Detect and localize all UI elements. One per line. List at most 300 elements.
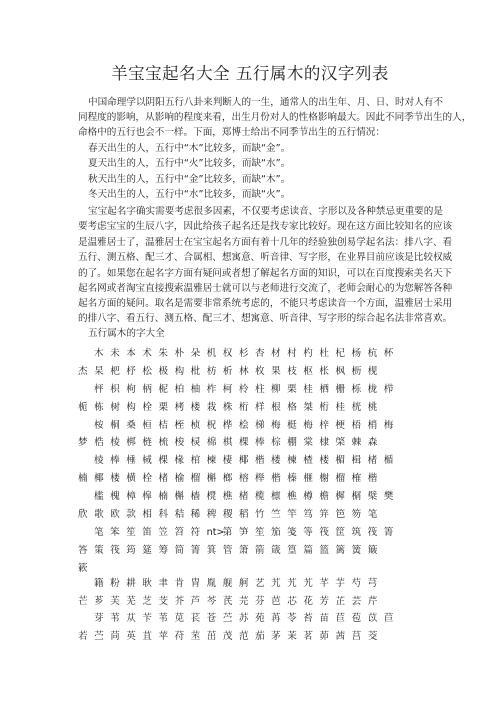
char-cell: 楮 — [238, 491, 249, 503]
char-cell: 樊 — [383, 491, 394, 503]
char-cell: 棉 — [206, 437, 217, 449]
char-cell: 若 — [78, 631, 88, 643]
char-row — [78, 506, 438, 524]
advice-line-5: 的了。如果您在起名字方面有疑问或者想了解起名方面的知识，可以在百度搜索美名天下 — [78, 268, 453, 279]
char-cell: 第 — [222, 526, 233, 538]
char-cell: 肯 — [174, 577, 185, 589]
char-cell: 樨 — [335, 491, 345, 503]
char-cell: 楷 — [254, 455, 265, 467]
char-cell: 筵 — [142, 544, 152, 556]
char-cell: 欣 — [78, 509, 88, 521]
char-cell: 棵 — [238, 437, 249, 449]
char-cell: 楂 — [303, 455, 313, 467]
char-cell: 笔 — [367, 509, 378, 521]
char-cell: 梳 — [158, 437, 169, 449]
char-cell: 枰 — [94, 383, 104, 395]
char-cell: 楮 — [367, 455, 378, 467]
char-cell: 梅 — [303, 419, 313, 431]
char-cell: 桄 — [351, 401, 362, 413]
char-cell: 茂 — [222, 631, 233, 643]
char-cell: 笏 — [351, 509, 362, 521]
char-cell: 棨 — [335, 437, 346, 449]
char-cell: 芭 — [271, 595, 281, 607]
char-cell: 榆 — [174, 473, 185, 485]
char-cell: 楼 — [190, 401, 201, 413]
char-cell: 芽 — [94, 613, 104, 625]
char-cell: 榍 — [351, 491, 362, 503]
char-row — [78, 363, 438, 381]
char-cell: 稗 — [206, 509, 217, 521]
char-row — [78, 345, 438, 363]
char-cell: 苒 — [271, 613, 281, 625]
char-cell: 檩 — [271, 491, 281, 503]
char-cell: 芙 — [110, 595, 120, 607]
char-cell: 答 — [78, 544, 88, 556]
char-cell: 聿 — [158, 577, 168, 589]
char-cell: 檐 — [319, 491, 329, 503]
char-cell: 槲 — [206, 473, 217, 485]
char-cell: 笠 — [158, 526, 168, 538]
char-cell: 楠 — [158, 491, 168, 503]
char-cell: 籍 — [94, 577, 104, 589]
season-summer-line: 夏天出生的人，五行中“火”比较多，而缺“水”。 — [88, 158, 291, 169]
char-cell: 歌 — [94, 509, 104, 521]
advice-line-4: 五行、测五格、配三才、合属相、想寓意、听音律、写字形，在业界目前应该是比较权威 — [78, 252, 453, 263]
char-cell: 簌 — [78, 562, 88, 574]
char-cell: 棵 — [158, 455, 168, 467]
char-cell: 桔 — [158, 419, 168, 431]
char-cell: 笙 — [254, 526, 265, 538]
char-row — [78, 593, 438, 611]
char-cell: 杷 — [110, 365, 120, 377]
char-cell: 构 — [126, 401, 136, 413]
char-cell: 笳 — [271, 526, 281, 538]
char-cell: 柅 — [158, 383, 168, 395]
char-cell: 棱 — [94, 455, 104, 467]
char-cell: 棱 — [110, 437, 120, 449]
char-cell: 檗 — [367, 491, 378, 503]
char-cell: 材 — [271, 348, 281, 359]
char-cell: 榄 — [254, 491, 265, 503]
char-cell: 桢 — [190, 419, 201, 431]
char-cell: 苹 — [158, 631, 169, 643]
char-cell: 枝 — [287, 365, 297, 377]
char-cell: 胤 — [206, 577, 217, 589]
char-cell: 苍 — [206, 613, 217, 625]
char-cell: 栓 — [142, 473, 152, 485]
char-cell: 粉 — [110, 577, 120, 589]
char-cell: 芷 — [335, 595, 346, 607]
char-cell: 柷 — [206, 419, 217, 431]
char-cell: 芹 — [367, 595, 378, 607]
char-cell: 苏 — [238, 613, 249, 625]
char-cell: 枫 — [335, 365, 346, 377]
char-cell: 苎 — [94, 631, 104, 643]
char-cell: 权 — [222, 348, 233, 359]
char-cell: 符 — [190, 526, 201, 538]
char-cell: 欧 — [110, 509, 120, 521]
char-cell: 杜 — [319, 348, 329, 359]
char-cell: 桑 — [126, 419, 136, 431]
char-cell: 桁 — [238, 401, 249, 413]
char-cell: 栓 — [142, 401, 152, 413]
char-cell: 榷 — [351, 473, 362, 485]
char-cell: 枋 — [206, 365, 217, 377]
char-cell: 桓 — [142, 419, 152, 431]
char-cell: 樽 — [303, 491, 313, 503]
char-cell: 棰 — [126, 455, 136, 467]
char-cell: 机 — [206, 348, 217, 359]
char-cell: 楷 — [367, 473, 378, 485]
advice-line-3: 是温雅居士了，温雅居士在宝宝起名方面有着十几年的经验独创易学起名法：排八字、看 — [78, 237, 453, 248]
intro-line-2: 同程度的影响，从影响的程度来看，出生月份对人的性格影响最大。因此不同季节出生的人， — [78, 112, 472, 123]
char-cell: 茜 — [335, 631, 346, 643]
char-cell: 林 — [238, 365, 249, 377]
char-cell: 秸 — [174, 509, 185, 521]
document-title: 羊宝宝起名大全 五行属木的汉字列表 — [111, 64, 389, 83]
char-cell: 柄 — [142, 383, 152, 395]
char-cell: 楣 — [335, 455, 345, 467]
char-cell: 簸 — [367, 544, 378, 556]
advice-line-7: 起名方面的疑问。取名是需要非常系统考虑的，不能只考虑读音一个方面，温雅居士采用 — [78, 298, 453, 309]
char-cell: 横 — [126, 473, 136, 485]
char-cell: 茁 — [206, 631, 217, 643]
char-cell: 篮 — [319, 544, 329, 556]
char-cell: 株 — [222, 401, 233, 413]
char-cell: 桀 — [303, 401, 313, 413]
char-cell: 桦 — [222, 419, 233, 431]
char-cell: 枢 — [303, 365, 313, 377]
char-cell: 芫 — [238, 595, 249, 607]
char-cell: 杨 — [351, 348, 362, 359]
char-cell: 梏 — [94, 437, 104, 449]
char-cell: 科 — [158, 509, 169, 521]
char-cell: 梧 — [351, 419, 362, 431]
char-cell: 梦 — [78, 437, 88, 449]
char-cell: 筑 — [351, 526, 362, 538]
char-cell: 栉 — [383, 383, 394, 395]
char-cell: 梢 — [367, 419, 378, 431]
char-cell: 梓 — [319, 419, 329, 431]
char-cell: 椰 — [94, 473, 104, 485]
char-cell: 栽 — [206, 401, 217, 413]
char-cell: 箐 — [383, 526, 394, 538]
season-spring-line: 春天出生的人，五行中“木”比较多，而缺“金”。 — [88, 143, 291, 154]
char-cell: 艽 — [303, 577, 313, 589]
char-cell: 篇 — [303, 544, 313, 556]
char-cell: 样 — [255, 401, 265, 413]
char-cell: 竹 — [255, 509, 265, 521]
char-cell: 槔 — [142, 491, 152, 503]
char-cell: 苔 — [303, 613, 313, 625]
intro-line-3: 命格中的五行也会不一样。下面，郑博士给出不同季节出生的五行情况： — [78, 127, 385, 138]
char-cell: 棒 — [255, 437, 265, 449]
char-cell: 楷 — [271, 473, 281, 485]
char-cell: 苞 — [351, 613, 362, 625]
char-cell: 木 — [94, 348, 104, 359]
char-cell: 桐 — [110, 419, 120, 431]
char-cell: 稻 — [238, 509, 249, 521]
char-cell: 笆 — [335, 509, 346, 521]
char-cell: 芊 — [319, 577, 329, 589]
char-cell: 款 — [126, 509, 136, 521]
char-cell: 茆 — [319, 631, 329, 643]
char-cell: 棺 — [190, 455, 201, 467]
char-cell: 笤 — [174, 526, 185, 538]
char-row — [78, 434, 438, 452]
char-cell: 树 — [110, 401, 120, 413]
char-cell: 楝 — [206, 455, 217, 467]
char-cell: 茅 — [271, 631, 281, 643]
char-cell: 槐 — [110, 491, 120, 503]
char-cell: 管 — [222, 544, 233, 556]
char-cell: 杞 — [335, 348, 345, 359]
char-cell: 朴 — [174, 348, 185, 359]
char-cell: 杓 — [303, 348, 313, 359]
char-cell: 耕 — [126, 577, 136, 589]
char-cell: 栎 — [351, 383, 362, 395]
char-cell: 苻 — [174, 631, 185, 643]
char-cell: 茭 — [367, 631, 378, 643]
char-cell: 苇 — [110, 613, 120, 625]
char-cell: 苑 — [254, 613, 265, 625]
char-cell: 朱 — [158, 348, 168, 359]
char-cell: 茄 — [255, 631, 265, 643]
char-cell: 艽 — [271, 577, 281, 589]
char-cell: 梭 — [174, 437, 185, 449]
char-cell: 樵 — [222, 491, 233, 503]
advice-line-1: 宝宝起名字确实需要考虑很多因素，不仅要考虑读音、字形以及各种禁忌更重要的是 — [88, 206, 443, 217]
char-cell: 芍 — [351, 577, 362, 589]
char-cell: 榴 — [335, 473, 346, 485]
char-cell: 柏 — [174, 383, 185, 395]
char-cell: 栗 — [158, 401, 169, 413]
char-cell: 稀 — [190, 509, 201, 521]
char-row — [78, 575, 438, 593]
char-cell: 簧 — [351, 544, 362, 556]
char-cell: 栊 — [367, 383, 378, 395]
char-cell: 笙 — [126, 526, 136, 538]
char-cell: 樵 — [287, 491, 297, 503]
char-cell: 芋 — [335, 577, 345, 589]
char-cell: 筏 — [319, 526, 329, 538]
char-cell: 棚 — [287, 437, 297, 449]
char-cell: 筐 — [335, 526, 345, 538]
char-cell: 箴 — [271, 544, 281, 556]
char-cell: 栲 — [174, 401, 185, 413]
char-cell: 相 — [142, 509, 152, 521]
char-cell: 榴 — [190, 473, 201, 485]
char-cell: 等 — [303, 526, 313, 538]
char-cell: 榛 — [287, 473, 297, 485]
char-cell: 胄 — [190, 577, 201, 589]
char-row — [78, 381, 438, 399]
char-cell: 稷 — [222, 509, 233, 521]
char-cell: 英 — [126, 631, 136, 643]
char-cell: 槛 — [94, 491, 104, 503]
char-cell: 柚 — [190, 383, 201, 395]
char-cell: 楼 — [319, 455, 329, 467]
char-cell: 笄 — [319, 509, 329, 521]
char-cell: 棂 — [190, 437, 201, 449]
char-cell: 楝 — [287, 455, 297, 467]
advice-line-2: 要考虑宝宝的生辰八字，因此给孩子起名还是找专家比较好。现在这方面比较知名的应该 — [78, 221, 453, 232]
char-cell: 枇 — [190, 365, 201, 377]
char-row — [78, 452, 438, 470]
char-cell: 格 — [287, 401, 297, 413]
char-cell: 芩 — [206, 595, 217, 607]
char-cell: 箕 — [206, 544, 217, 556]
char-cell: 芒 — [78, 595, 88, 607]
char-cell: 花 — [303, 595, 313, 607]
char-cell: 苤 — [190, 631, 201, 643]
char-cell: 苣 — [383, 613, 394, 625]
char-cell: 梅 — [383, 419, 394, 431]
char-cell: 櫈 — [206, 491, 217, 503]
season-winter-line: 冬天出生的人，五行中“水”比较多，而缺“火”。 — [88, 189, 291, 200]
char-cell: 棕 — [271, 437, 281, 449]
char-cell: 苡 — [367, 613, 378, 625]
char-row — [78, 399, 438, 417]
char-cell: 棲 — [222, 455, 233, 467]
char-cell: 柳 — [271, 383, 281, 395]
char-cell: 榔 — [222, 473, 233, 485]
char-cell: 杯 — [383, 348, 394, 359]
char-cell: 榧 — [303, 473, 313, 485]
char-cell: 苋 — [174, 613, 185, 625]
char-cell: 棋 — [222, 437, 233, 449]
char-cell: 笺 — [287, 526, 297, 538]
char-cell: 桉 — [94, 419, 104, 431]
char-cell: 芎 — [367, 577, 378, 589]
char-cell: 竺 — [271, 509, 281, 521]
char-cell: 芬 — [255, 595, 265, 607]
char-cell: 榕 — [238, 473, 249, 485]
char-cell: 芠 — [158, 595, 169, 607]
char-cell: 桧 — [238, 419, 249, 431]
char-cell: 简 — [174, 544, 185, 556]
char-cell: 杲 — [94, 365, 104, 377]
char-cell: 槲 — [174, 491, 185, 503]
char-cell: 楼 — [271, 455, 281, 467]
char-cell: 棫 — [142, 455, 152, 467]
char-cell: 箫 — [238, 544, 249, 556]
char-cell: 根 — [271, 401, 281, 413]
char-cell: 舰 — [222, 577, 233, 589]
char-cell: 艺 — [254, 577, 265, 589]
char-cell: 栖 — [319, 383, 329, 395]
char-cell: 茉 — [287, 631, 297, 643]
char-cell: 棣 — [319, 437, 329, 449]
char-cell: 舸 — [238, 577, 249, 589]
char-cell: 村 — [287, 348, 297, 359]
char-row — [78, 610, 438, 628]
char-cell: 竿 — [287, 509, 297, 521]
char-cell: 芸 — [351, 595, 362, 607]
char-cell: 栋 — [94, 401, 104, 413]
char-cell: 芪 — [222, 595, 233, 607]
char-cell: 艽 — [287, 577, 297, 589]
char-cell: 棒 — [110, 455, 120, 467]
char-cell: 耿 — [142, 577, 152, 589]
char-cell: 柃 — [238, 383, 249, 395]
char-cell: 梆 — [126, 437, 136, 449]
char-cell: 苌 — [190, 613, 201, 625]
advice-line-6: 起名网或者淘宝直接搜索温雅居士就可以与老师进行交流了，老师会耐心的为您解答各种 — [78, 283, 453, 294]
char-cell: 柯 — [222, 383, 233, 395]
character-grid — [78, 345, 438, 646]
char-row — [78, 542, 438, 560]
char-row — [78, 488, 438, 506]
char-cell: 苇 — [158, 613, 168, 625]
char-cell: 柞 — [206, 383, 217, 395]
char-cell: 桁 — [319, 401, 329, 413]
char-cell: 本 — [126, 348, 136, 359]
char-cell: 笔 — [94, 526, 104, 538]
char-cell: 苣 — [335, 613, 345, 625]
char-cell: 芯 — [287, 595, 297, 607]
char-cell: 桂 — [335, 401, 346, 413]
char-cell: 榉 — [255, 473, 265, 485]
char-cell: 芜 — [126, 595, 136, 607]
char-cell: 梯 — [254, 419, 265, 431]
char-cell: 樟 — [126, 491, 136, 503]
char-cell: 桎 — [174, 419, 185, 431]
char-cell: 筠 — [126, 544, 136, 556]
char-cell: 枚 — [255, 365, 265, 377]
char-cell: 笛 — [142, 526, 152, 538]
char-cell: 筏 — [110, 544, 120, 556]
char-cell: 笨 — [110, 526, 120, 538]
char-cell: 策 — [94, 544, 104, 556]
char-cell: 樯 — [190, 491, 201, 503]
char-row — [78, 524, 438, 542]
season-autumn-line: 秋天出生的人，五行中“金”比较多，而缺“木”。 — [88, 174, 291, 185]
char-cell: 术 — [142, 348, 152, 359]
char-cell: 枨 — [319, 365, 329, 377]
char-cell: 苴 — [142, 631, 152, 643]
char-cell: 枥 — [351, 365, 362, 377]
char-cell: 楮 — [158, 473, 169, 485]
char-cell: 篱 — [335, 544, 346, 556]
char-cell: 苗 — [319, 613, 329, 625]
char-cell: 栅 — [335, 383, 345, 395]
char-cell: 枧 — [367, 365, 378, 377]
char-cell: 栗 — [287, 383, 297, 395]
char-cell: 梗 — [335, 419, 345, 431]
char-cell: 苘 — [110, 631, 120, 643]
char-cell: 柱 — [254, 383, 265, 395]
char-cell: 杼 — [126, 365, 136, 377]
char-cell: 筹 — [158, 544, 169, 556]
char-cell: 苁 — [126, 613, 136, 625]
char-cell: 极 — [158, 365, 169, 377]
char-row — [78, 560, 438, 575]
char-cell: 析 — [222, 365, 233, 377]
char-cell: 栀 — [78, 401, 88, 413]
intro-line-1: 中国命理学以阴阳五行八卦来判断人的一生，通常人的出生年、月、日、时对人有不 — [88, 97, 443, 108]
char-row — [78, 470, 438, 488]
char-cell: 枳 — [110, 383, 120, 395]
char-cell: 筏 — [367, 526, 378, 538]
char-cell: 棘 — [351, 437, 362, 449]
char-cell: 楼 — [110, 473, 120, 485]
char-cell: 桂 — [303, 383, 313, 395]
char-cell: 枸 — [126, 383, 136, 395]
char-cell: 芦 — [190, 595, 201, 607]
char-cell: 果 — [271, 365, 281, 377]
char-row — [78, 417, 438, 435]
